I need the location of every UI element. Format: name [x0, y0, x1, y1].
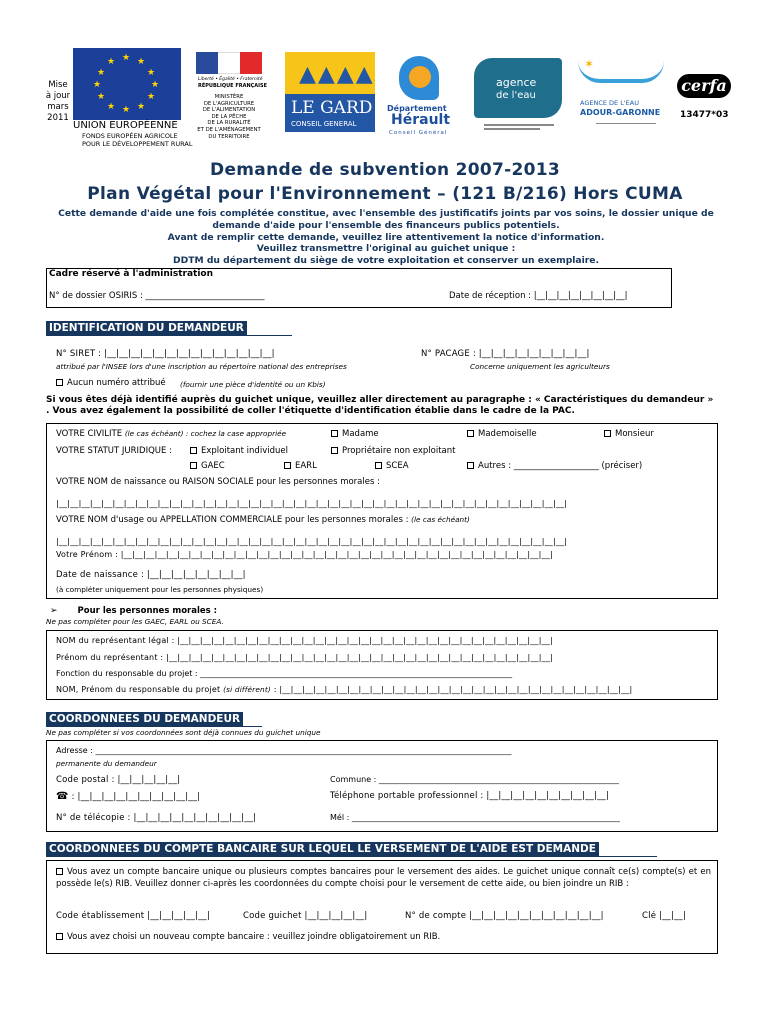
- adour-line: ADOUR-GARONNE: [580, 108, 661, 117]
- cerfa-number: 13477*03: [680, 110, 729, 120]
- rf-flag-icon: [196, 52, 262, 74]
- intro-line: Cette demande d'aide une fois complétée constitue, avec l'ensemble des justificatifs joints par vos soins, le dossier unique de: [58, 208, 714, 219]
- intro-line: Avant de remplir cette demande, veuillez lire attentivement la notice d'information.: [167, 231, 605, 243]
- checkbox-icon: [331, 447, 338, 454]
- intro-line: Veuillez transmettre l'original au guichet unique :: [256, 243, 516, 255]
- eu-name: UNION EUROPÉENNE: [73, 120, 178, 131]
- prenom-field[interactable]: Votre Prénom : |__|__|__|__|__|__|__|__|__|__|__|__|__|__|__|__|__|__|__|__|__|__|__|__|__|__|__|__|__|__|__|__|__|__|__|__|__|__|: [56, 550, 553, 559]
- nom-naissance-field[interactable]: |__|__|__|__|__|__|__|__|__|__|__|__|__|__|__|__|__|__|__|__|__|__|__|__|__|__|__|__|__|__|__|__|__|__|__|__|__|__|__|__|__|__|__|__|__|: [56, 499, 568, 508]
- update-line: à jour: [45, 91, 71, 101]
- prenom-representant-field[interactable]: Prénom du représentant : |__|__|__|__|__|__|__|__|__|__|__|__|__|__|__|__|__|__|__|__|__|__|__|__|__|__|__|__|__|__|__|__|__|__|: [56, 653, 553, 662]
- morales-note: Ne pas compléter pour les GAEC, EARL ou SCEA.: [46, 617, 224, 626]
- ministry-line: DE L'ALIMENTATION: [202, 107, 256, 114]
- intro-text: [52, 208, 720, 267]
- ministry-line: DE LA RURALITÉ: [207, 120, 251, 127]
- section-divider: [46, 335, 292, 336]
- eu-flag-logo: ★ ★ ★ ★ ★ ★ ★ ★ ★ ★ ★ ★: [73, 48, 181, 120]
- republique-francaise-logo: [186, 52, 272, 144]
- section-coordonnees-title: COORDONNEES DU DEMANDEUR: [46, 712, 243, 726]
- adour-caption: [596, 123, 656, 124]
- rf-motto: Liberté • Égalité • Fraternité: [198, 77, 263, 82]
- adresse-field[interactable]: Adresse : ________________________________________________________________________________________________________: [56, 746, 512, 755]
- agence-rmc-line: de l'eau: [496, 90, 536, 101]
- aucun-note: (fournir une pièce d'identité ou un Kbis): [180, 380, 326, 389]
- pacage-note: Concerne uniquement les agriculteurs: [470, 362, 610, 371]
- morales-title: ➢ Pour les personnes morales :: [50, 606, 218, 616]
- nom-usage-label: VOTRE NOM d'usage ou APPELLATION COMMERCIALE pour les personnes morales : (le cas échéant): [56, 515, 470, 525]
- adour-sun-icon: ✶: [584, 57, 595, 71]
- statut-proprietaire-checkbox[interactable]: Propriétaire non exploitant: [331, 446, 455, 456]
- ministry-line: ET DE L'AMÉNAGEMENT: [197, 126, 261, 133]
- ministry-line: DE L'AGRICULTURE: [203, 100, 255, 107]
- agence-rmc-line: agence: [496, 76, 537, 89]
- ministry-line: DU TERRITOIRE: [208, 133, 250, 140]
- checkbox-icon: [375, 462, 382, 469]
- portable-field[interactable]: Téléphone portable professionnel : |__|__|__|__|__|__|__|__|__|__|: [330, 791, 610, 801]
- eu-fund-line: FONDS EUROPÉEN AGRICOLE: [82, 132, 178, 140]
- code-etablissement-field[interactable]: Code établissement |__|__|__|__|__|: [56, 911, 211, 921]
- mel-field[interactable]: Mél : ___________________________________________________________________: [330, 813, 620, 822]
- update-line: Mise: [48, 80, 68, 90]
- commune-field[interactable]: Commune : ____________________________________________________________: [330, 775, 619, 784]
- ministry-line: MINISTÈRE: [214, 94, 244, 100]
- gard-figures-icon: ▲▲▲▲: [299, 62, 375, 87]
- phone-icon: ☎: [56, 791, 69, 802]
- fonction-field[interactable]: Fonction du responsable du projet : ______________________________________________________________________________: [56, 669, 513, 678]
- checkbox-icon: [467, 430, 474, 437]
- update-note: [44, 80, 72, 124]
- siret-note: attribué par l'INSEE lors d'une inscription au répertoire national des entreprises: [56, 362, 347, 371]
- update-line: 2011: [47, 113, 69, 123]
- osiris-field[interactable]: N° de dossier OSIRIS : ____________________________: [49, 291, 265, 301]
- gard-sub: CONSEIL GENERAL: [291, 120, 357, 128]
- cerfa-logo: cerfa: [677, 74, 731, 98]
- checkbox-icon: [190, 462, 197, 469]
- aucun-numero-checkbox[interactable]: [56, 378, 166, 388]
- bank-new-checkbox[interactable]: Vous avez choisi un nouveau compte bancaire : veuillez joindre obligatoirement un RIB.: [56, 932, 440, 942]
- update-line: mars: [47, 102, 69, 112]
- statut-autres-checkbox[interactable]: Autres : ____________________ (préciser): [467, 461, 642, 471]
- rf-name: RÉPUBLIQUE FRANÇAISE: [198, 83, 268, 89]
- le-gard-logo: [285, 52, 375, 132]
- admin-box: [46, 268, 672, 308]
- section-divider: [46, 856, 657, 857]
- intro-line: demande d'aide pour l'ensemble des financeurs publics potentiels.: [212, 219, 560, 231]
- herault-logo: [387, 52, 462, 136]
- siret-field[interactable]: N° SIRET : |__|__|__|__|__|__|__|__|__|__|__|__|__|__|: [56, 349, 275, 359]
- form-title-line2: Plan Végétal pour l'Environnement – (121 B/216) Hors CUMA: [87, 184, 683, 204]
- cle-field[interactable]: Clé |__|__|: [642, 911, 687, 921]
- adour-garonne-logo: [576, 55, 666, 135]
- herault-name: Hérault: [391, 112, 451, 128]
- eu-fund: [82, 132, 193, 148]
- civ-mademoiselle-checkbox[interactable]: Mademoiselle: [467, 429, 537, 439]
- nom-naissance-label: VOTRE NOM de naissance ou RAISON SOCIALE pour les personnes morales :: [56, 477, 380, 487]
- civ-madame-checkbox[interactable]: Madame: [331, 429, 379, 439]
- aucun-label: Aucun numéro attribué: [67, 378, 166, 388]
- eu-fund-line: POUR LE DÉVELOPPEMENT RURAL: [82, 140, 193, 148]
- telephone-field[interactable]: ☎ : |__|__|__|__|__|__|__|__|__|__|: [56, 791, 201, 802]
- arrow-icon: ➢: [50, 606, 58, 616]
- coordonnees-note: Ne pas compléter si vos coordonnées sont déjà connues du guichet unique: [46, 728, 321, 737]
- adresse-note: permanente du demandeur: [56, 759, 157, 768]
- telecopie-field[interactable]: N° de télécopie : |__|__|__|__|__|__|__|__|__|__|: [56, 813, 257, 823]
- agence-rmc-caption: [484, 122, 554, 132]
- statut-gaec-checkbox[interactable]: GAEC: [190, 461, 225, 471]
- checkbox-icon: [331, 430, 338, 437]
- checkbox-icon: [190, 447, 197, 454]
- section-identification-title: IDENTIFICATION DU DEMANDEUR: [46, 321, 247, 335]
- section-bancaire-title: COORDONNEES DU COMPTE BANCAIRE SUR LEQUEL LE VERSEMENT DE L'AIDE EST DEMANDE: [46, 842, 599, 856]
- checkbox-icon: [284, 462, 291, 469]
- agence-eau-rmc-logo: [474, 58, 562, 118]
- code-guichet-field[interactable]: Code guichet |__|__|__|__|__|: [243, 911, 368, 921]
- checkbox-icon: [56, 868, 63, 875]
- herault-dep: Département: [387, 104, 447, 113]
- responsable-field[interactable]: NOM, Prénom du responsable du projet (si différent) : |__|__|__|__|__|__|__|__|__|__|__|__|__|__|__|__|__|__|__|__|__|__|__|__|__|__|__|__|__|__|__|: [56, 685, 633, 694]
- bank-existing-checkbox[interactable]: Vous avez un compte bancaire unique ou plusieurs comptes bancaires pour le versement des aides. Le guichet unique connaît ce(s) compte(s) et en possède le(s) RIB. Veuillez donner ci-après les coordonnées du compte choisi pour le versement de cette aide, ou bien joindre un RIB :: [56, 867, 711, 889]
- civilite-label: VOTRE CIVILITE (le cas échéant) : cochez la case appropriée: [56, 429, 287, 439]
- guichet-note: Si vous êtes déjà identifié auprès du guichet unique, veuillez aller directement au paragraphe : « Caractéristiques du demandeur » . Vous avez également la possibilité de coller l'étiquette d'identification établie dans le cadre de la PAC.: [46, 395, 714, 416]
- gard-name: LE GARD: [291, 98, 373, 118]
- date-naissance-field[interactable]: Date de naissance : |__|__|__|__|__|__|__|__|: [56, 570, 246, 580]
- date-naissance-note: (à compléter uniquement pour les personnes physiques): [56, 585, 264, 594]
- checkbox-icon: [56, 933, 63, 940]
- reception-date-field[interactable]: Date de réception : |__|__|__|__|__|__|__|__|: [449, 291, 628, 301]
- statut-earl-checkbox[interactable]: EARL: [284, 461, 317, 471]
- ministry-name: [186, 94, 272, 140]
- nom-usage-field[interactable]: |__|__|__|__|__|__|__|__|__|__|__|__|__|__|__|__|__|__|__|__|__|__|__|__|__|__|__|__|__|__|__|__|__|__|__|__|__|__|__|__|__|__|__|__|__|: [56, 537, 568, 546]
- checkbox-icon: [56, 379, 63, 386]
- code-postal-field[interactable]: Code postal : |__|__|__|__|__|: [56, 775, 181, 785]
- adour-line: AGENCE DE L'EAU: [580, 99, 639, 107]
- herault-shape-inner-icon: [409, 66, 431, 88]
- checkbox-icon: [467, 462, 474, 469]
- civ-monsieur-checkbox[interactable]: Monsieur: [604, 429, 654, 439]
- section-divider: [46, 726, 262, 727]
- numero-compte-field[interactable]: N° de compte |__|__|__|__|__|__|__|__|__|__|__|: [405, 911, 604, 921]
- admin-title: Cadre réservé à l'administration: [49, 269, 214, 279]
- ministry-line: DE LA PÊCHE: [211, 113, 247, 120]
- pacage-field[interactable]: N° PACAGE : |__|__|__|__|__|__|__|__|__|: [421, 349, 590, 359]
- herault-sub: Conseil Général: [389, 130, 448, 136]
- statut-exploitant-checkbox[interactable]: Exploitant individuel: [190, 446, 288, 456]
- representant-field[interactable]: NOM du représentant légal : |__|__|__|__|__|__|__|__|__|__|__|__|__|__|__|__|__|__|__|__|__|__|__|__|__|__|__|__|__|__|__|__|__|: [56, 636, 553, 645]
- statut-label: VOTRE STATUT JURIDIQUE :: [56, 446, 172, 456]
- form-title-line1: Demande de subvention 2007-2013: [210, 160, 560, 180]
- statut-scea-checkbox[interactable]: SCEA: [375, 461, 409, 471]
- checkbox-icon: [604, 430, 611, 437]
- intro-line: DDTM du département du siège de votre exploitation et conserver un exemplaire.: [172, 255, 600, 267]
